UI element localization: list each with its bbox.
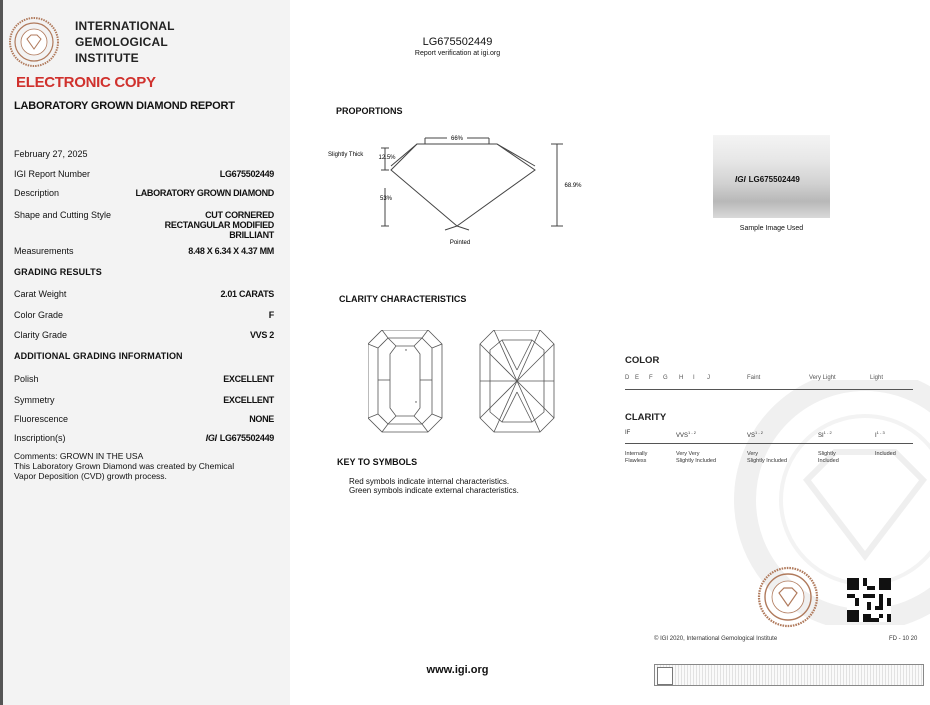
comments: Comments: GROWN IN THE USA This Laboratory Grown Diamond was created by Chemical Vapor Deposition (CVD) growth process. — [14, 451, 235, 481]
igi-logo-icon: IGI — [735, 175, 746, 184]
report-date: February 27, 2025 — [14, 149, 88, 159]
igi-watermark-icon — [715, 380, 930, 625]
grading-results-title: GRADING RESULTS — [14, 267, 102, 277]
color-letter: E — [635, 375, 640, 381]
clarity-scale-title: CLARITY — [625, 412, 667, 423]
website-link[interactable]: www.igi.org — [426, 664, 489, 676]
description-row: Description LABORATORY GROWN DIAMOND — [14, 188, 274, 198]
clarity-desc: Included — [875, 451, 896, 457]
color-scale — [625, 375, 913, 390]
measurements-row: Measurements 8.48 X 6.34 X 4.37 MM — [14, 246, 274, 256]
pavilion-percent: 53% — [379, 196, 393, 202]
girdle-label: Slightly Thick — [328, 152, 364, 158]
fluorescence-row: Fluorescence NONE — [14, 414, 274, 424]
electronic-copy-label: ELECTRONIC COPY — [16, 74, 156, 91]
color-letter: D — [625, 375, 630, 381]
form-code: FD - 10 20 — [889, 636, 918, 642]
polish-row: Polish EXCELLENT — [14, 374, 274, 384]
color-letter: F — [649, 375, 653, 381]
table-percent: 66% — [450, 136, 464, 142]
verification-note: Report verification at igi.org — [414, 50, 501, 57]
clarity-desc: Slightly Included — [818, 451, 839, 464]
color-letter: I — [693, 375, 695, 381]
crown-percent: 12.5% — [378, 155, 396, 161]
clarity-desc: Very Very Slightly Included — [676, 451, 717, 464]
sample-inscription-image: IGI LG675502449 — [713, 135, 830, 218]
carat-row: Carat Weight 2.01 CARATS — [14, 289, 274, 299]
clarity-grade-code: $I^{1 - 3}$ — [875, 430, 885, 439]
clarity-grade-code: IF — [625, 430, 631, 436]
color-scale-title: COLOR — [625, 355, 660, 366]
clarity-plot-diagram — [368, 330, 556, 434]
report-number-row: IGI Report Number LG675502449 — [14, 169, 274, 179]
key-to-symbols-title: KEY TO SYMBOLS — [337, 457, 418, 467]
color-range: Very Light — [809, 375, 836, 381]
igi-logo-icon: IGI — [205, 433, 217, 443]
institute-name: INTERNATIONAL GEMOLOGICAL INSTITUTE — [75, 19, 175, 65]
clarity-scale — [625, 430, 913, 444]
color-grade-row: Color Grade F — [14, 310, 274, 320]
clarity-grade-row: Clarity Grade VVS 2 — [14, 330, 274, 340]
culet-label: Pointed — [449, 240, 471, 246]
color-range: Light — [870, 375, 884, 381]
copyright: © IGI 2020, International Gemological Institute — [654, 636, 778, 642]
key-description: Red symbols indicate internal characteristics. Green symbols indicate external characteristics. — [349, 477, 519, 495]
color-letter: J — [707, 375, 710, 381]
color-letter: H — [679, 375, 684, 381]
inscription-row: Inscription(s) IGI LG675502449 — [14, 433, 274, 443]
symmetry-row: Symmetry EXCELLENT — [14, 395, 274, 405]
clarity-desc: Internally Flawless — [625, 451, 648, 464]
header-report-number: LG675502449 — [422, 36, 493, 48]
igi-seal-icon — [757, 566, 819, 628]
clarity-characteristics-title: CLARITY CHARACTERISTICS — [339, 294, 467, 304]
clarity-grade-code: VVS$^{1 - 2}$ — [676, 430, 697, 439]
report-title: LABORATORY GROWN DIAMOND REPORT — [14, 100, 235, 112]
shape-row: Shape and Cutting Style CUT CORNERED RECTANGULAR MODIFIED BRILLIANT — [14, 210, 274, 240]
qr-code-icon — [847, 578, 891, 622]
proportions-diagram — [325, 130, 585, 255]
sample-caption: Sample Image Used — [739, 225, 804, 232]
clarity-grade-code: VS$^{1 - 2}$ — [747, 430, 764, 439]
additional-info-title: ADDITIONAL GRADING INFORMATION — [14, 351, 183, 361]
color-letter: G — [663, 375, 668, 381]
proportions-title: PROPORTIONS — [336, 106, 403, 116]
clarity-desc: Very Slightly Included — [747, 451, 788, 464]
depth-percent: 68.9% — [564, 183, 582, 189]
clarity-grade-code: SI$^{1 - 2}$ — [818, 430, 832, 439]
color-range: Faint — [747, 375, 761, 381]
